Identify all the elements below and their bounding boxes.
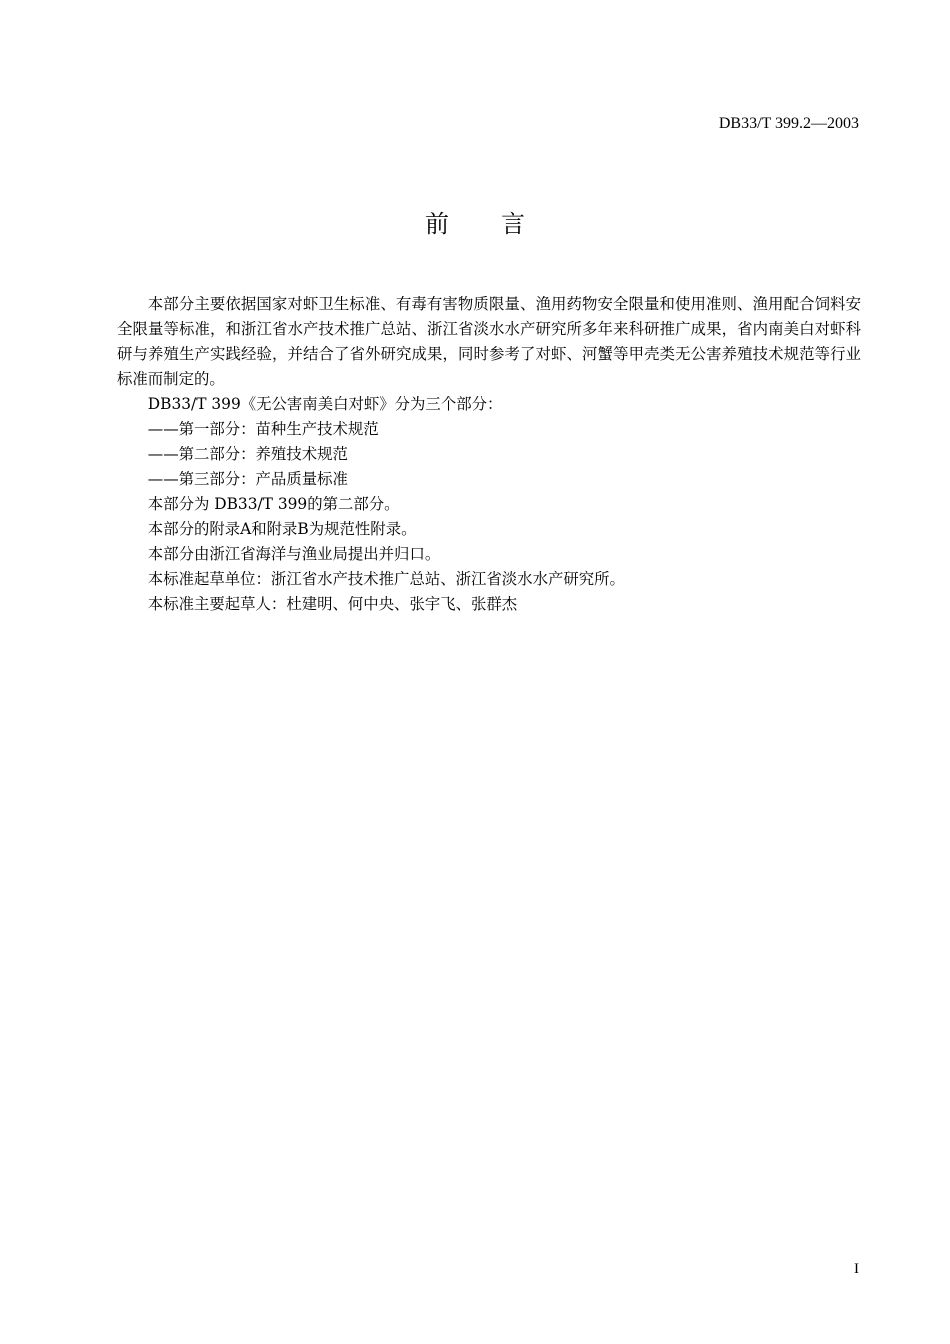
drafters-statement: 本标准主要起草人：杜建明、何中央、张宇飞、张群杰 (147, 595, 518, 613)
this-part-statement: 本部分为 DB33/T 399的第二部分。 (147, 495, 400, 513)
parts-intro: DB33/T 399《无公害南美白对虾》分为三个部分： (147, 395, 503, 413)
page-number: I (854, 1261, 859, 1277)
part-item: ——第一部分：苗种生产技术规范 (147, 420, 379, 438)
drafting-unit-statement: 本标准起草单位：浙江省水产技术推广总站、浙江省淡水水产研究所。 (147, 570, 625, 588)
proposer-statement: 本部分由浙江省海洋与渔业局提出并归口。 (147, 545, 441, 563)
page-title: 前言 (425, 210, 577, 238)
part-item: ——第二部分：养殖技术规范 (147, 445, 348, 463)
document-code: DB33/T 399.2—2003 (718, 115, 859, 132)
appendix-statement: 本部分的附录A和附录B为规范性附录。 (147, 520, 417, 538)
intro-paragraph: 本部分主要依据国家对虾卫生标准、有毒有害物质限量、渔用药物安全限量和使用准则、渔用配合饲料安全限量等标准，和浙江省水产技术推广总站、浙江省淡水水产研究所多年来科研推广成果，省内南美白对虾科研与养殖生产实践经验，并结合了省外研究成果，同时参考了对虾、河蟹等甲壳类无公害养殖技术规范等行业标准而制定的。 (117, 295, 861, 388)
foreword-body (117, 292, 861, 617)
part-item: ——第三部分：产品质量标准 (147, 470, 348, 488)
